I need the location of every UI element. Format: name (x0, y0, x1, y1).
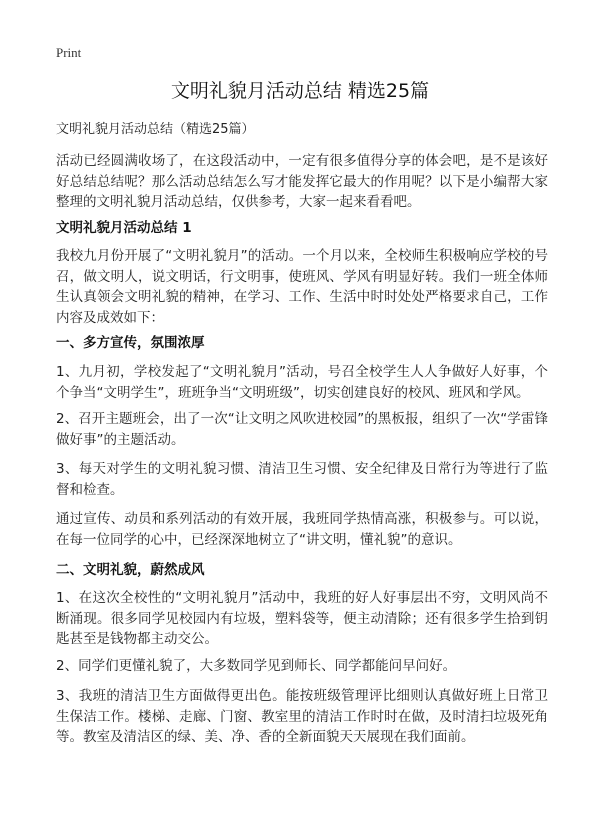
summary-paragraph: 通过宣传、动员和系列活动的有效开展，我班同学热情高涨，积极参与。可以说，在每一位同学的心中，已经深深地树立了“讲文明，懂礼貌”的意识。 (56, 511, 548, 548)
section-heading-1: 文明礼貌月活动总结 1 (56, 220, 192, 236)
page-title: 文明礼貌月活动总结 精选25篇 (170, 80, 430, 102)
list-item: 1、在这次全校性的“文明礼貌月”活动中，我班的好人好事层出不穷，文明风尚不断涌现。很多同学见校园内有垃圾，塑料袋等，便主动清除；还有很多学生拾到钥匙甚至是钱物都主动交公。 (56, 590, 548, 647)
list-item: 3、我班的清洁卫生方面做得更出色。能按班级管理评比细则认真做好班上日常卫生保洁工作。楼梯、走廊、门窗、教室里的清洁工作时时在做，及时清扫垃圾死角等。教室及清洁区的绿、美、净、香的全新面貌天天展现在我们面前。 (56, 688, 548, 745)
section-paragraph: 我校九月份开展了“文明礼貌月”的活动。一个月以来，全校师生积极响应学校的号召，做文明人，说文明话，行文明事，使班风、学风有明显好转。我们一班全体师生认真领会文明礼貌的精神，在学习、工作、生活中时时处处严格要求自己，工作内容及成效如下： (56, 248, 548, 326)
list-item: 2、召开主题班会，出了一次“让文明之风吹进校园”的黑板报，组织了一次“学雷锋做好事”的主题活动。 (56, 411, 548, 448)
print-link[interactable]: Print (56, 45, 82, 60)
list-item: 2、同学们更懂礼貌了，大多数同学见到师长、同学都能问早问好。 (56, 658, 457, 674)
intro-paragraph: 活动已经圆满收场了，在这段活动中，一定有很多值得分享的体会吧，是不是该好好总结总结呢？那么活动总结怎么写才能发挥它最大的作用呢？以下是小编帮大家整理的文明礼貌月活动总结，仅供参考，大家一起来看看吧。 (56, 153, 548, 210)
document-subtitle: 文明礼貌月活动总结（精选25篇） (56, 122, 255, 137)
part-heading-1: 一、多方宣传，氛围浓厚 (56, 335, 205, 351)
list-item: 3、每天对学生的文明礼貌习惯、清洁卫生习惯、安全纪律及日常行为等进行了监督和检查。 (56, 461, 548, 498)
list-item: 1、九月初，学校发起了“文明礼貌月”活动，号召全校学生人人争做好人好事，个个争当“文明学生”，班班争当“文明班级”，切实创建良好的校风、班风和学风。 (56, 364, 548, 401)
part-heading-2: 二、文明礼貌，蔚然成风 (56, 562, 205, 578)
